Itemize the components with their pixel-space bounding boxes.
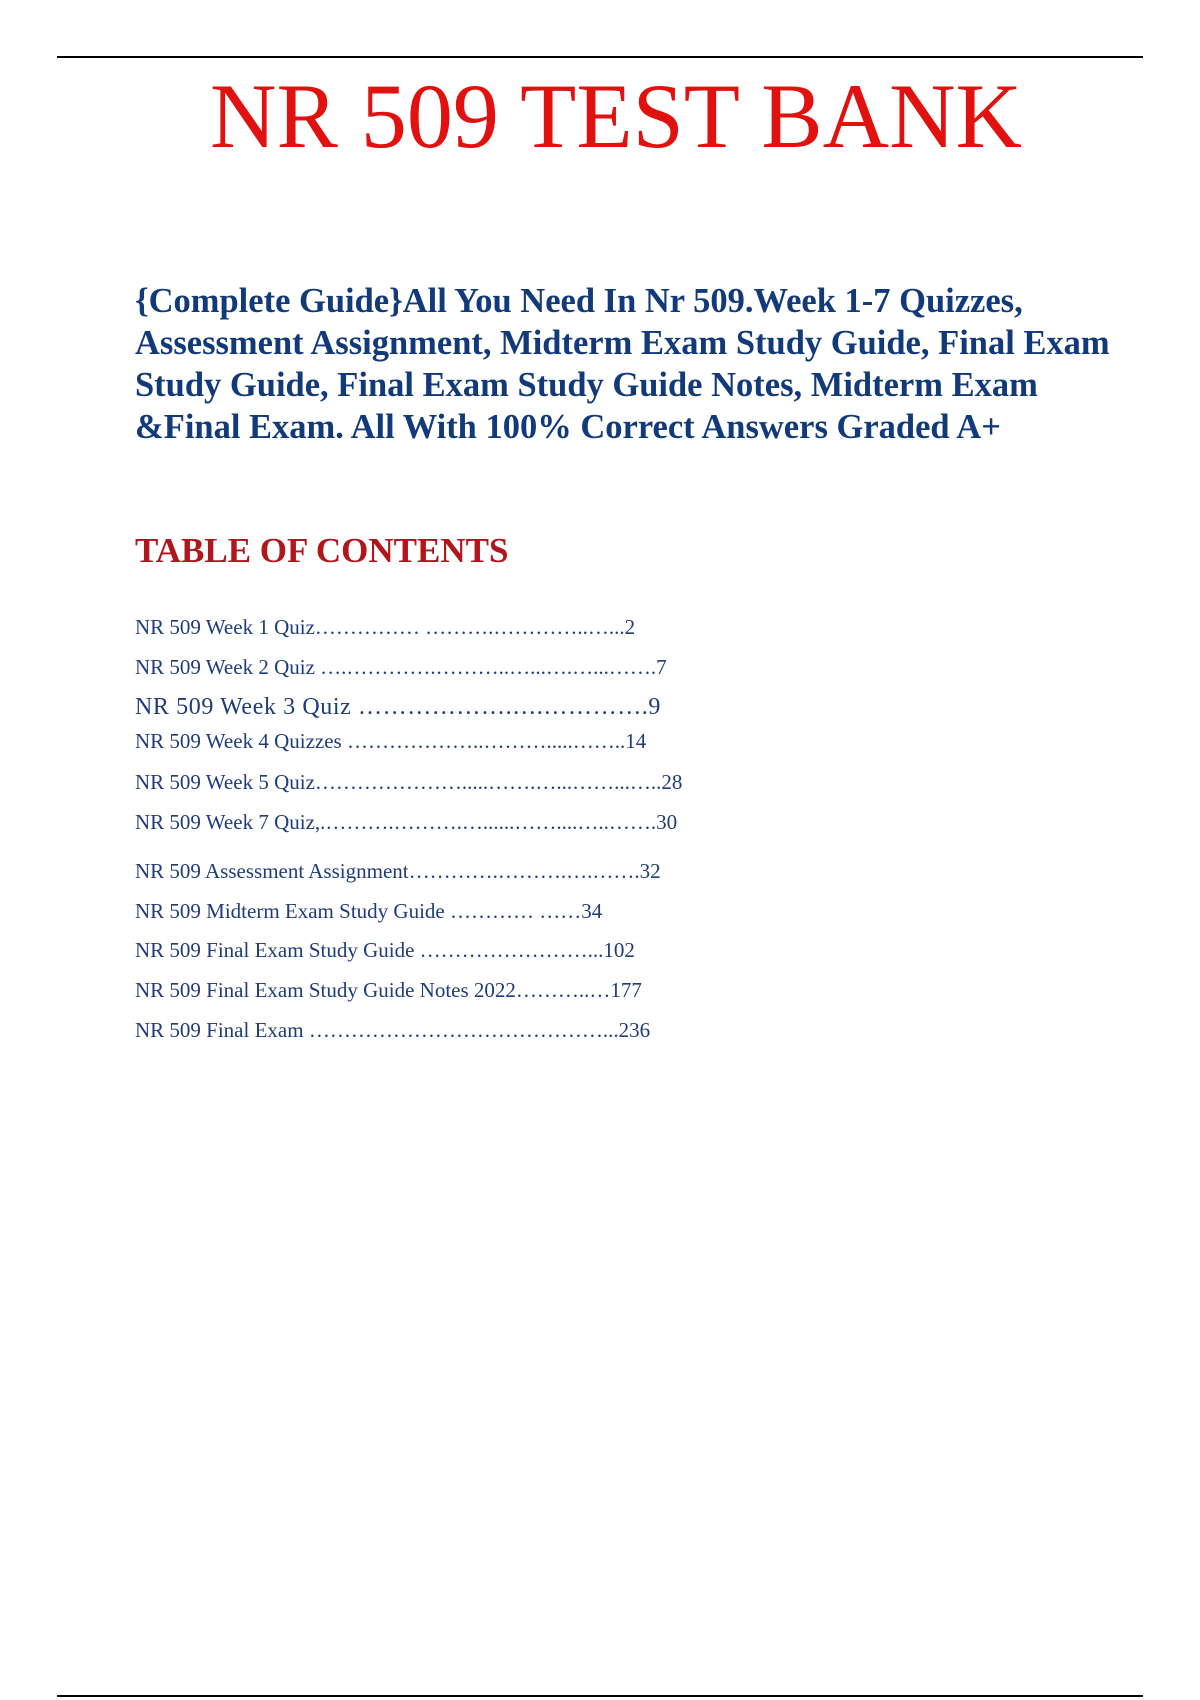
toc-entry-final-study-guide-notes[interactable]: NR 509 Final Exam Study Guide Notes 2022………..…177 bbox=[135, 978, 642, 1002]
document-title: NR 509 TEST BANK bbox=[210, 65, 1022, 167]
toc-entry-week-2[interactable]: NR 509 Week 2 Quiz ….………….………..…...….…...…….7 bbox=[135, 655, 667, 679]
top-rule bbox=[57, 56, 1143, 58]
toc-entry-week-5[interactable]: NR 509 Week 5 Quiz………………….....…….…...……...…..28 bbox=[135, 770, 683, 794]
toc-entry-final-study-guide[interactable]: NR 509 Final Exam Study Guide ……………………...102 bbox=[135, 938, 635, 962]
toc-heading: TABLE OF CONTENTS bbox=[135, 531, 509, 570]
document-subtitle: {Complete Guide}All You Need In Nr 509.Week 1-7 Quizzes, Assessment Assignment, Midterm Exam Study Guide, Final Exam Study Guide, Final Exam Study Guide Notes, Midterm Exam &Final Exam. All With 100% Correct Answers Graded A+ bbox=[135, 282, 1110, 446]
toc-entry-week-3[interactable]: NR 509 Week 3 Quiz ……………….….………….9 bbox=[135, 694, 661, 720]
toc-entry-assessment-assignment[interactable]: NR 509 Assessment Assignment………….……….….…….32 bbox=[135, 859, 661, 883]
toc-entry-final-exam[interactable]: NR 509 Final Exam ……………………………………...236 bbox=[135, 1018, 651, 1042]
toc-entry-week-7[interactable]: NR 509 Week 7 Quiz,.……….……….…......……....…..…….30 bbox=[135, 810, 678, 834]
toc-entry-week-1[interactable]: NR 509 Week 1 Quiz…………… ……….…………..…...2 bbox=[135, 615, 636, 639]
bottom-rule bbox=[57, 1695, 1143, 1697]
toc-entry-midterm-study-guide[interactable]: NR 509 Midterm Exam Study Guide ………… ……34 bbox=[135, 899, 603, 923]
toc-entry-week-4[interactable]: NR 509 Week 4 Quizzes ………………..……….....……..14 bbox=[135, 729, 647, 753]
